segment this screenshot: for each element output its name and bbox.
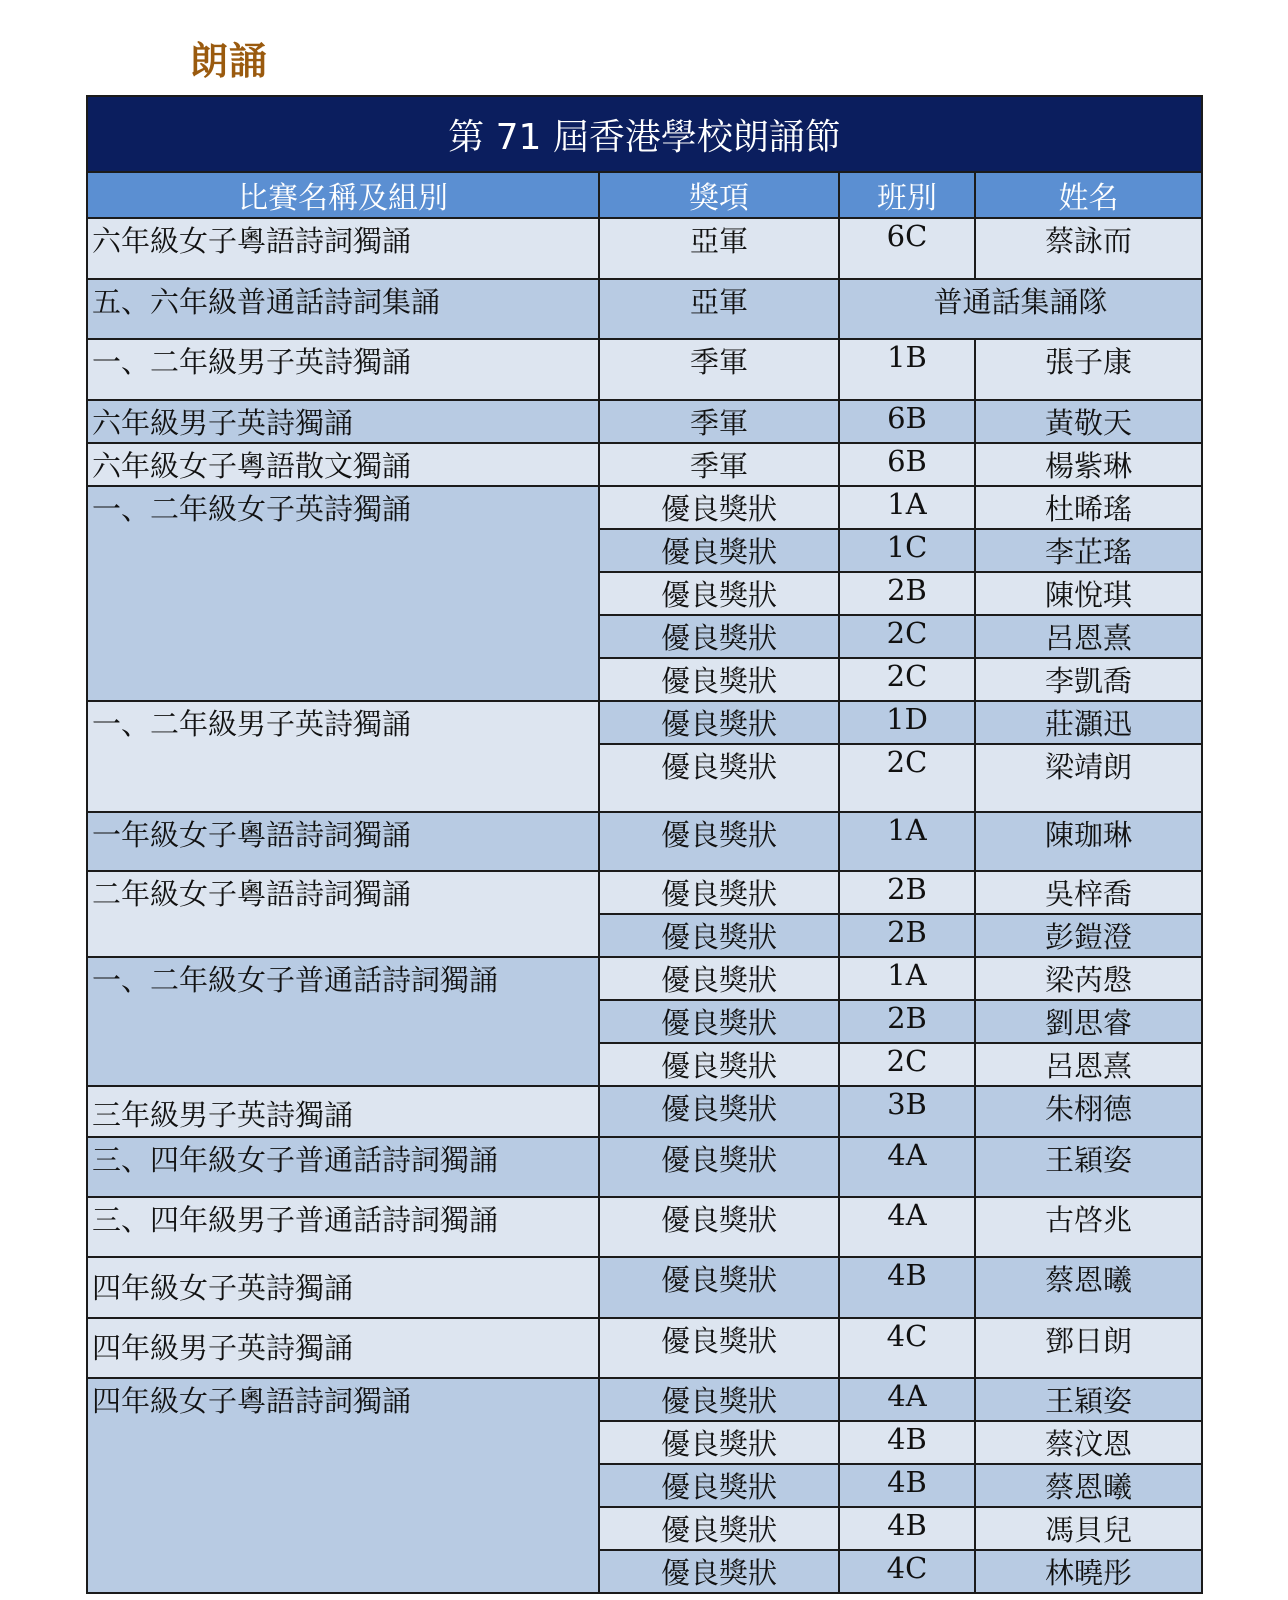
- class-cell: 4A: [839, 1137, 975, 1197]
- competition-cell: 六年級男子英詩獨誦: [87, 400, 599, 443]
- name-cell: 馮貝兒: [975, 1507, 1202, 1550]
- award-cell: 優良獎狀: [599, 812, 839, 871]
- award-cell: 優良獎狀: [599, 1257, 839, 1318]
- award-cell: 優良獎狀: [599, 572, 839, 615]
- table-row: [87, 339, 1202, 400]
- table-row: [87, 1197, 1202, 1257]
- name-cell: 蔡汶恩: [975, 1421, 1202, 1464]
- name-cell: 黃敬天: [975, 400, 1202, 443]
- competition-cell: 六年級女子粵語詩詞獨誦: [87, 218, 599, 279]
- class-cell: 1A: [839, 486, 975, 529]
- award-cell: 優良獎狀: [599, 1086, 839, 1137]
- name-cell: 彭鎧澄: [975, 914, 1202, 957]
- name-cell: 呂恩熹: [975, 1043, 1202, 1086]
- title-row: [87, 96, 1202, 172]
- class-cell: 2B: [839, 871, 975, 914]
- competition-cell: 四年級男子英詩獨誦: [87, 1318, 599, 1378]
- name-cell: 梁靖朗: [975, 744, 1202, 812]
- table-row: [87, 1137, 1202, 1197]
- name-cell: 張子康: [975, 339, 1202, 400]
- name-cell: 李凱喬: [975, 658, 1202, 701]
- class-cell: 3B: [839, 1086, 975, 1137]
- award-cell: 優良獎狀: [599, 871, 839, 914]
- name-cell: 梁芮慇: [975, 957, 1202, 1000]
- class-cell: 4B: [839, 1507, 975, 1550]
- name-cell: 陳珈琳: [975, 812, 1202, 871]
- class-cell: 2C: [839, 658, 975, 701]
- award-cell: 季軍: [599, 443, 839, 486]
- name-cell: 林曉彤: [975, 1550, 1202, 1593]
- table-row: [87, 812, 1202, 871]
- header-row: [87, 172, 1202, 218]
- class-cell: 2B: [839, 572, 975, 615]
- table-row: [87, 871, 1202, 914]
- class-cell: 2C: [839, 744, 975, 812]
- table-row: [87, 400, 1202, 443]
- table-row: [87, 1257, 1202, 1318]
- class-cell: 4A: [839, 1378, 975, 1421]
- team-cell: 普通話集誦隊: [839, 279, 1202, 339]
- award-cell: 優良獎狀: [599, 1197, 839, 1257]
- header-award: 獎項: [599, 172, 839, 218]
- class-cell: 4B: [839, 1464, 975, 1507]
- class-cell: 4B: [839, 1257, 975, 1318]
- award-cell: 優良獎狀: [599, 1378, 839, 1421]
- class-cell: 6C: [839, 218, 975, 279]
- competition-cell: 五、六年級普通話詩詞集誦: [87, 279, 599, 339]
- name-cell: 王穎姿: [975, 1378, 1202, 1421]
- class-cell: 6B: [839, 443, 975, 486]
- award-cell: 優良獎狀: [599, 1550, 839, 1593]
- name-cell: 陳悅琪: [975, 572, 1202, 615]
- award-cell: 季軍: [599, 339, 839, 400]
- award-cell: 亞軍: [599, 279, 839, 339]
- name-cell: 劉思睿: [975, 1000, 1202, 1043]
- award-cell: 季軍: [599, 400, 839, 443]
- competition-cell: 三、四年級男子普通話詩詞獨誦: [87, 1197, 599, 1257]
- competition-cell: 六年級女子粵語散文獨誦: [87, 443, 599, 486]
- award-cell: 優良獎狀: [599, 744, 839, 812]
- class-cell: 1A: [839, 812, 975, 871]
- table-row: [87, 1318, 1202, 1378]
- award-cell: 優良獎狀: [599, 658, 839, 701]
- table-row: [87, 957, 1202, 1000]
- competition-cell: 四年級女子粵語詩詞獨誦: [87, 1378, 599, 1593]
- header-competition: 比賽名稱及組別: [87, 172, 599, 218]
- class-cell: 1B: [839, 339, 975, 400]
- name-cell: 杜晞瑤: [975, 486, 1202, 529]
- award-cell: 優良獎狀: [599, 1507, 839, 1550]
- award-cell: 優良獎狀: [599, 957, 839, 1000]
- table-row: [87, 701, 1202, 744]
- award-cell: 優良獎狀: [599, 1464, 839, 1507]
- award-cell: 優良獎狀: [599, 914, 839, 957]
- name-cell: 朱栩德: [975, 1086, 1202, 1137]
- name-cell: 蔡恩曦: [975, 1464, 1202, 1507]
- page-heading: 朗誦: [190, 39, 269, 83]
- class-cell: 4C: [839, 1550, 975, 1593]
- competition-cell: 一、二年級男子英詩獨誦: [87, 339, 599, 400]
- competition-cell: 一年級女子粵語詩詞獨誦: [87, 812, 599, 871]
- competition-cell: 一、二年級女子普通話詩詞獨誦: [87, 957, 599, 1086]
- name-cell: 王穎姿: [975, 1137, 1202, 1197]
- table-title: 第 71 屆香港學校朗誦節: [87, 96, 1202, 172]
- competition-cell: 二年級女子粵語詩詞獨誦: [87, 871, 599, 957]
- header-class: 班別: [839, 172, 975, 218]
- award-cell: 優良獎狀: [599, 1318, 839, 1378]
- competition-cell: 三年級男子英詩獨誦: [87, 1086, 599, 1137]
- table-row: [87, 1086, 1202, 1137]
- class-cell: 1D: [839, 701, 975, 744]
- header-name: 姓名: [975, 172, 1202, 218]
- class-cell: 1C: [839, 529, 975, 572]
- name-cell: 李芷瑤: [975, 529, 1202, 572]
- award-cell: 亞軍: [599, 218, 839, 279]
- class-cell: 2C: [839, 615, 975, 658]
- class-cell: 4A: [839, 1197, 975, 1257]
- award-cell: 優良獎狀: [599, 529, 839, 572]
- table-row: [87, 443, 1202, 486]
- name-cell: 古啓兆: [975, 1197, 1202, 1257]
- award-cell: 優良獎狀: [599, 1043, 839, 1086]
- class-cell: 6B: [839, 400, 975, 443]
- name-cell: 蔡恩曦: [975, 1257, 1202, 1318]
- name-cell: 呂恩熹: [975, 615, 1202, 658]
- award-cell: 優良獎狀: [599, 615, 839, 658]
- class-cell: 1A: [839, 957, 975, 1000]
- name-cell: 楊紫琳: [975, 443, 1202, 486]
- table-row: [87, 1378, 1202, 1421]
- class-cell: 4C: [839, 1318, 975, 1378]
- competition-cell: 四年級女子英詩獨誦: [87, 1257, 599, 1318]
- class-cell: 2B: [839, 914, 975, 957]
- competition-cell: 一、二年級女子英詩獨誦: [87, 486, 599, 701]
- competition-cell: 一、二年級男子英詩獨誦: [87, 701, 599, 812]
- class-cell: 2B: [839, 1000, 975, 1043]
- table-row: [87, 279, 1202, 339]
- award-cell: 優良獎狀: [599, 486, 839, 529]
- competition-cell: 三、四年級女子普通話詩詞獨誦: [87, 1137, 599, 1197]
- table-row: [87, 218, 1202, 279]
- award-cell: 優良獎狀: [599, 1000, 839, 1043]
- class-cell: 4B: [839, 1421, 975, 1464]
- award-cell: 優良獎狀: [599, 1137, 839, 1197]
- name-cell: 吳梓喬: [975, 871, 1202, 914]
- awards-table: [86, 95, 1203, 1594]
- name-cell: 莊灝迅: [975, 701, 1202, 744]
- name-cell: 蔡詠而: [975, 218, 1202, 279]
- award-cell: 優良獎狀: [599, 701, 839, 744]
- name-cell: 鄧日朗: [975, 1318, 1202, 1378]
- table-row: [87, 486, 1202, 529]
- class-cell: 2C: [839, 1043, 975, 1086]
- award-cell: 優良獎狀: [599, 1421, 839, 1464]
